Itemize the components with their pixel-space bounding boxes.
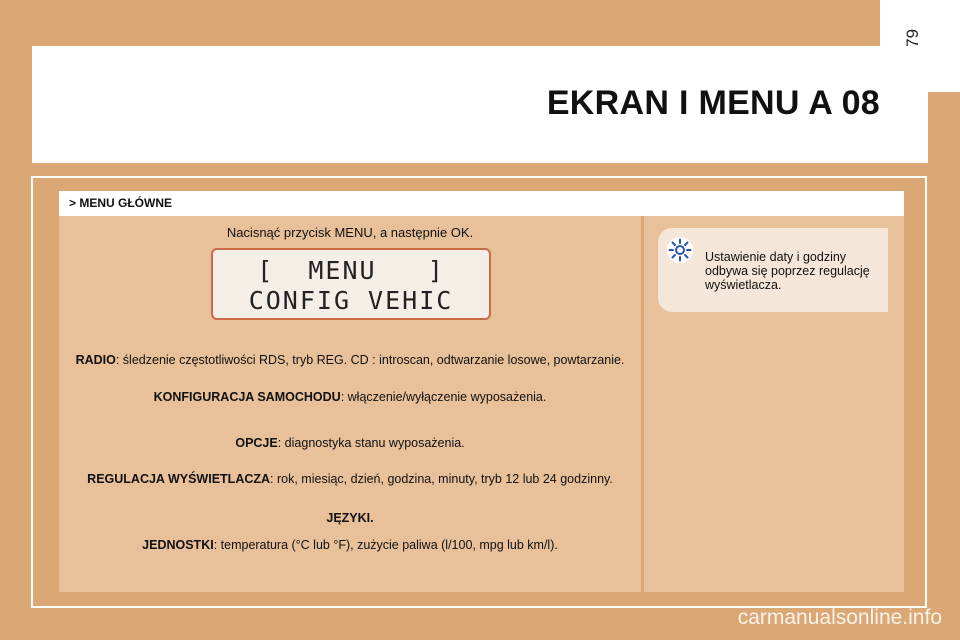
tip-box [658,228,888,312]
sun-icon [667,237,693,263]
menu-item-desc: : rok, miesiąc, dzień, godzina, minuty, tryb 12 lub 24 godzinny. [270,472,613,486]
main-panel [59,216,641,592]
menu-item-label: OPCJE [235,436,278,450]
menu-item-display-settings [59,472,641,486]
intro-text: Nacisnąć przycisk MENU, a następnie OK. [226,225,474,240]
menu-item-label: REGULACJA WYŚWIETLACZA [87,472,271,486]
menu-item-desc: : włączenie/wyłączenie wyposażenia. [340,390,547,404]
lcd-line-2: CONFIG VEHIC [248,286,454,315]
tip-text: Ustawienie daty i godziny odbywa się poprzez regulację wyświetlacza. [705,250,870,292]
menu-item-units [59,538,641,552]
section-header [59,191,904,216]
menu-item-desc: : śledzenie częstotliwości RDS, tryb REG. CD : introscan, odtwarzanie losowe, powtarzanie. [115,353,625,367]
title-band [32,46,928,163]
menu-item-label: JEDNOSTKI [142,538,214,552]
section-title: > MENU GŁÓWNE [69,196,173,210]
menu-item-label: KONFIGURACJA SAMOCHODU [153,390,341,404]
menu-item-label: JĘZYKI. [326,511,374,525]
menu-item-radio [59,353,641,367]
menu-item-vehicle-config [59,390,641,404]
side-panel [644,216,904,592]
menu-item-languages [59,511,641,525]
menu-item-desc: : diagnostyka stanu wyposażenia. [277,436,465,450]
lcd-display [211,248,491,320]
menu-item-options [59,436,641,450]
watermark: carmanualsonline.info [737,606,942,629]
menu-item-label: RADIO [75,353,116,367]
page-title: EKRAN I MENU A 08 [546,84,880,122]
lcd-line-1: [ MENU ] [257,256,445,285]
menu-item-desc: : temperatura (°C lub °F), zużycie paliwa (l/100, mpg lub km/l). [213,538,558,552]
